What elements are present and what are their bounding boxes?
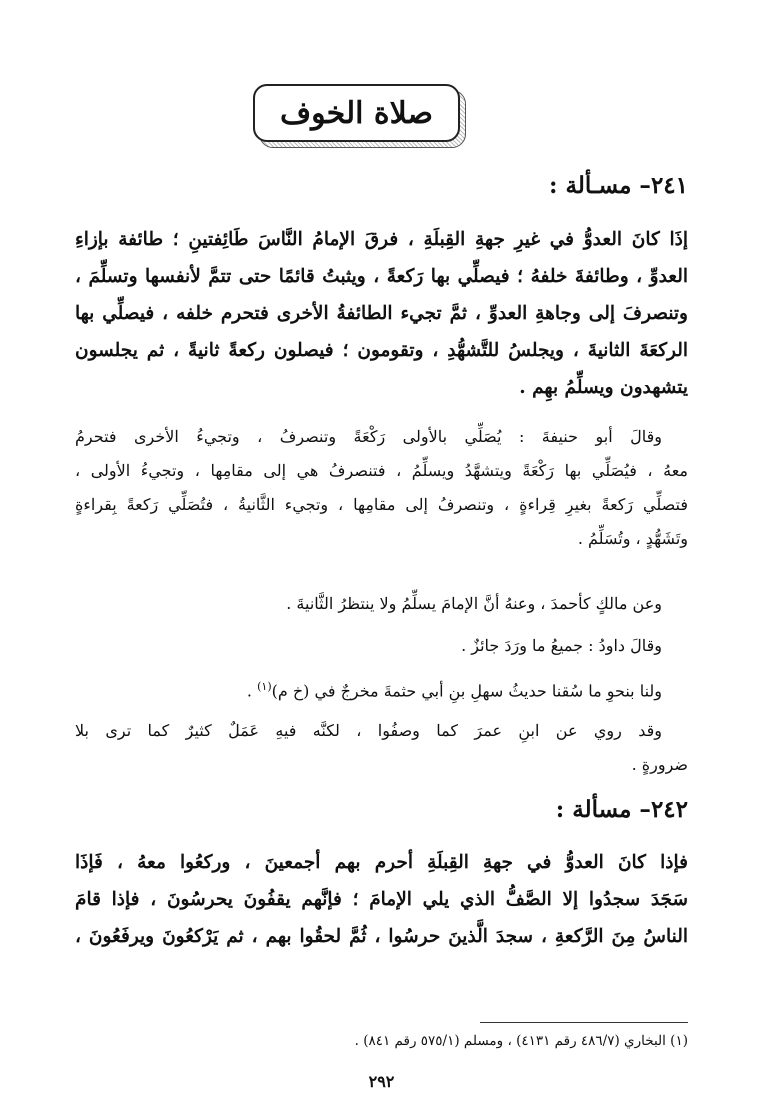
- malik-paragraph: [75, 587, 688, 621]
- footnote: (١) البخاري (٤٨٦/٧ رقم ٤١٣١) ، ومسلم (٥٧٥/١ رقم ٨٤١) .: [354, 1033, 688, 1049]
- issue-242-text: [75, 844, 688, 955]
- text-line: وقالَ أبو حنيفةَ : يُصَلِّي بالأولى رَكْعَةً وتنصرفُ ، وتجيءُ الأخرى فتحرمُ: [75, 427, 662, 446]
- footnote-divider: [480, 1022, 688, 1023]
- chapter-title-frame: [253, 84, 470, 152]
- chapter-title-box: [253, 84, 460, 142]
- text-line: الركعَةَ الثانيةَ ، ويجلسُ للتَّشهُّدِ ، وتقومون ؛ فيصلون ركعةً ثانيةً ، ثم يجلسون: [75, 340, 688, 361]
- text-line: وعن مالكٍ كأحمدَ ، وعنهُ أنَّ الإمامَ يسلِّمُ ولا ينتظرُ الثَّانيةَ .: [286, 594, 662, 613]
- text-line: إذَا كانَ العدوُّ في غيرِ جهةِ القِبلَةِ ، فرقَ الإمامُ النَّاسَ طَائِفتينِ ؛ طائفة بإزاءِ: [75, 229, 688, 250]
- text-line: فتصلِّي رَكعةً بغيرِ قِراءةٍ ، وتنصرفُ إلى مقامِها ، وتجيء الثَّانيةُ ، فتُصَلِّي رَكعةً بِقراءةٍ: [75, 495, 688, 514]
- dawud-paragraph: [75, 629, 688, 663]
- text-line: يتشهدون ويسلِّمُ بهِم .: [519, 377, 688, 398]
- issue-241-heading: ٢٤١– مسـألة :: [549, 172, 688, 199]
- text-line: سَجَدَ سجدُوا إلا الصَّفُّ الذي يلي الإمامَ ؛ فإنَّهم يقفُونَ يحرسُونَ ، فإذا قامَ: [75, 889, 688, 910]
- hadith-end: .: [246, 681, 258, 701]
- chapter-title: صلاة الخوف: [280, 95, 433, 131]
- hadith-text: ولنا بنحوِ ما سُقنا حديثُ سهلِ بنِ أبي حثمةَ مخرجٌ في (خ م): [271, 681, 662, 701]
- text-line: وقالَ داودُ : جميعُ ما ورَدَ جائزٌ .: [461, 636, 662, 655]
- text-line: العدوِّ ، وطائفةَ خلفهُ ؛ فيصلِّي بها رَكعةً ، ويثبتُ قائمًا حتى تتمَّ لأنفسها وتسلِّمَ ،: [75, 266, 688, 287]
- issue-242-heading: ٢٤٢– مسألة :: [555, 796, 688, 823]
- text-line: ضرورةٍ .: [631, 755, 688, 774]
- footnote-ref: (١): [257, 680, 272, 693]
- text-line: [75, 670, 688, 708]
- issue-241-text: [75, 221, 688, 406]
- text-line: فإذا كانَ العدوُّ في جهةِ القِبلَةِ أحرم بهم أجمعينَ ، وركعُوا معهُ ، فَإذَا: [75, 852, 688, 873]
- text-line: معهُ ، فيُصَلِّي بها رَكْعَةً ويتشهَّدُ ويسلِّمُ ، فتنصرفُ هي إلى مقامِها ، وتجيءُ الأولى ،: [75, 461, 688, 480]
- abu-hanifa-paragraph: [75, 420, 688, 556]
- hadith-paragraph: [75, 670, 688, 708]
- page-number: ٢٩٢: [368, 1072, 395, 1091]
- ibn-umar-paragraph: [75, 714, 688, 782]
- text-line: وتَشَهُّدٍ ، وتُسَلِّمُ .: [577, 529, 688, 548]
- text-line: الناسُ مِنَ الرَّكعةِ ، سجدَ الَّذينَ حرسُوا ، ثُمَّ لحقُوا بهم ، ثم يَرْكعُونَ ويرفَعُونَ ،: [75, 926, 688, 947]
- text-line: وقد روي عن ابنِ عمرَ كما وصفُوا ، لكنَّه فيهِ عَمَلٌ كثيرٌ كما ترى بلا: [75, 721, 662, 740]
- text-line: وتنصرفَ إلى وجاهةِ العدوِّ ، ثمَّ تجيء الطائفةُ الأخرى فتحرم خلفه ، فيصلِّي بها: [75, 303, 688, 324]
